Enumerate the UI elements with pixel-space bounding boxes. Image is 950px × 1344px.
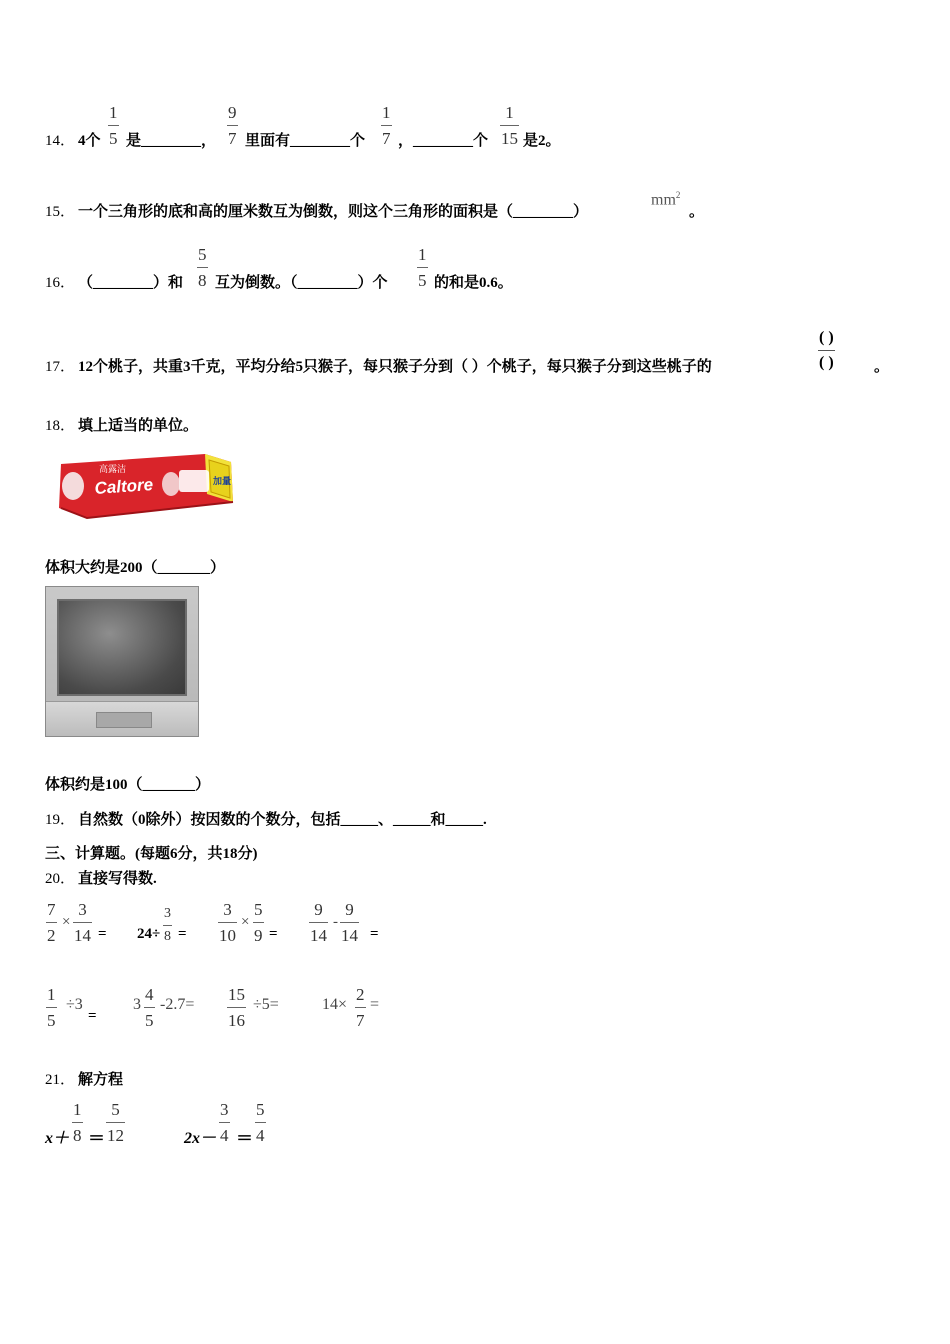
question-text: 里面有________个 bbox=[245, 133, 366, 149]
equation-prefix: 2x－ bbox=[184, 1130, 217, 1147]
question-number: 14． bbox=[45, 133, 76, 149]
tv-panel bbox=[46, 701, 198, 736]
fraction: 1 5 bbox=[47, 985, 56, 1030]
question-text: 4个 bbox=[78, 133, 101, 149]
question-text: 填上适当的单位。 bbox=[78, 418, 199, 434]
fraction: 5 12 bbox=[107, 1100, 124, 1145]
unit-label: $mm^2$ bbox=[651, 190, 681, 209]
equals: = bbox=[88, 1008, 97, 1024]
expression-tail: -2.7= bbox=[160, 996, 195, 1013]
equals: = bbox=[98, 926, 107, 942]
tv-screen bbox=[57, 599, 187, 696]
section-heading: 三、计算题。(每题6分，共18分) bbox=[45, 846, 258, 862]
fraction: 1 5 bbox=[109, 103, 118, 148]
fraction: 5 4 bbox=[256, 1100, 265, 1145]
question-text: 一个三角形的底和高的厘米数互为倒数，则这个三角形的面积是（________） bbox=[78, 204, 589, 220]
question-text: 互为倒数。（________）个 bbox=[215, 275, 388, 291]
equals: ＝ bbox=[88, 1129, 105, 1148]
question-text: 。 bbox=[874, 359, 890, 375]
television-image bbox=[45, 586, 199, 737]
question-number: 20． bbox=[45, 871, 76, 887]
whole-number: 3 bbox=[133, 996, 141, 1013]
question-text: 12个桃子，共重3千克，平均分给5只猴子，每只猴子分到（ ）个桃子，每只猴子分到这些桃子的 bbox=[78, 359, 712, 375]
fraction: 3 10 bbox=[219, 900, 236, 945]
equals: = bbox=[178, 926, 187, 942]
equals: = bbox=[370, 926, 379, 942]
fraction: 9 14 bbox=[341, 900, 358, 945]
question-text: 是2。 bbox=[523, 133, 561, 149]
expression-prefix: 24÷ bbox=[137, 926, 161, 942]
fraction: 1 7 bbox=[382, 103, 391, 148]
question-text: 。 bbox=[689, 204, 705, 220]
equals: = bbox=[269, 926, 278, 942]
question-text: 是________， bbox=[126, 133, 217, 149]
operator: × bbox=[241, 914, 250, 930]
fraction: 7 2 bbox=[47, 900, 56, 945]
expression-tail: ÷3 bbox=[66, 996, 83, 1013]
question-number: 21． bbox=[45, 1072, 76, 1088]
fraction: 9 14 bbox=[310, 900, 327, 945]
fraction: 1 8 bbox=[73, 1100, 82, 1145]
toothpaste-sub-label: 高露洁 bbox=[99, 465, 127, 475]
fraction: 3 14 bbox=[74, 900, 91, 945]
equation-prefix: x＋ bbox=[45, 1130, 70, 1147]
answer-line: 体积约是100（_______） bbox=[45, 777, 211, 793]
fraction: 3 8 bbox=[164, 906, 171, 944]
fraction: 9 7 bbox=[228, 103, 237, 148]
fraction: 1 15 bbox=[501, 103, 518, 148]
question-text: ，________个 bbox=[398, 133, 489, 149]
toothpaste-badge: 加量 bbox=[213, 477, 232, 487]
answer-line: 体积大约是200（_______） bbox=[45, 560, 226, 576]
tv-control-slot bbox=[96, 712, 152, 728]
fraction: 3 4 bbox=[220, 1100, 229, 1145]
fraction: 5 9 bbox=[254, 900, 263, 945]
fraction: 1 5 bbox=[418, 245, 427, 290]
question-number: 16． bbox=[45, 275, 76, 291]
question-number: 19． bbox=[45, 812, 76, 828]
equals: ＝ bbox=[236, 1129, 253, 1148]
fraction: 5 8 bbox=[198, 245, 207, 290]
expression-tail: ÷5= bbox=[253, 996, 279, 1013]
fraction: 2 7 bbox=[356, 985, 365, 1030]
toothpaste-brand: Caltore bbox=[93, 474, 154, 498]
question-number: 18． bbox=[45, 418, 76, 434]
question-text: 的和是0.6。 bbox=[434, 275, 513, 291]
fraction: 4 5 bbox=[145, 985, 154, 1030]
question-text: 自然数（0除外）按因数的个数分，包括_____、_____和_____. bbox=[78, 812, 487, 828]
question-text: 直接写得数. bbox=[78, 871, 157, 887]
fraction: 15 16 bbox=[228, 985, 245, 1030]
question-number: 15． bbox=[45, 204, 76, 220]
toothpaste-box-image bbox=[55, 448, 235, 520]
question-text: 解方程 bbox=[78, 1072, 124, 1088]
operator: × bbox=[62, 914, 71, 930]
expression-prefix: 14× bbox=[322, 996, 348, 1013]
operator: - bbox=[333, 914, 338, 930]
question-number: 17． bbox=[45, 359, 76, 375]
expression-tail: = bbox=[370, 996, 380, 1013]
fraction: ( ) ( ) bbox=[819, 329, 834, 371]
question-text: （________）和 bbox=[78, 275, 184, 291]
